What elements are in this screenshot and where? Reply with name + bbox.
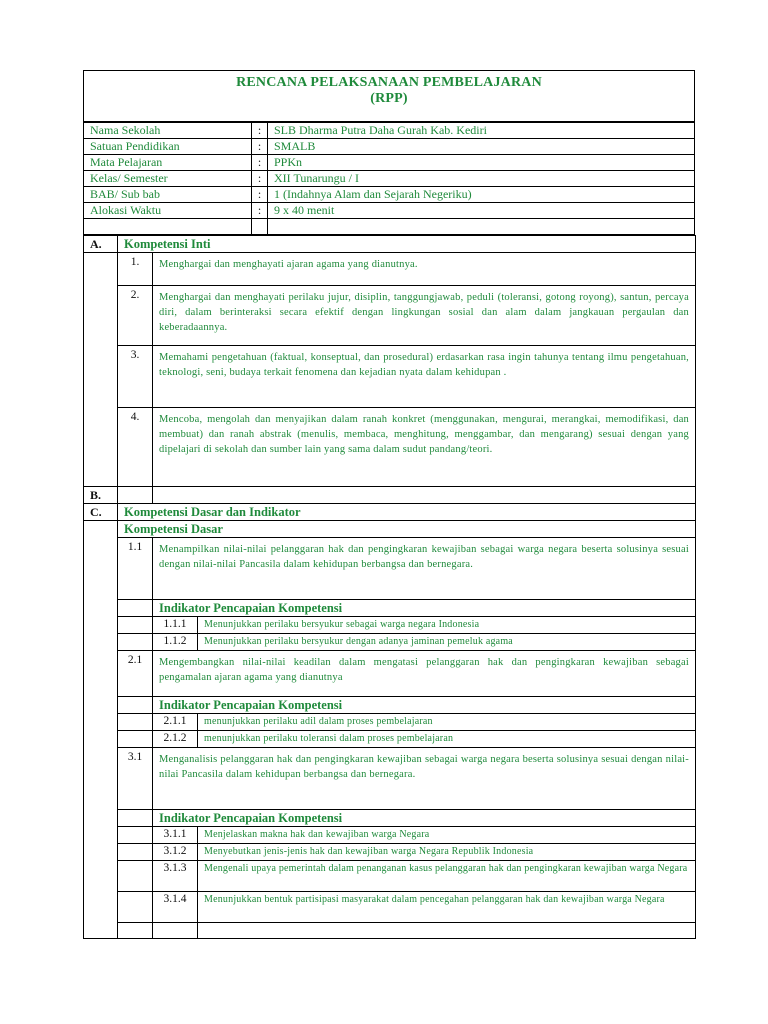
basic-competency-number: 3.1 — [118, 748, 153, 810]
empty-row — [84, 923, 696, 939]
indicator-number: 3.1.2 — [153, 844, 198, 861]
document-title: RENCANA PELAKSANAAN PEMBELAJARAN — [236, 75, 542, 90]
indicator-heading: Indikator Pencapaian Kompetensi — [153, 600, 696, 617]
indicator-heading-row — [84, 810, 696, 827]
indicator-row — [84, 827, 696, 844]
core-competency-text: Menghargai dan menghayati ajaran agama yang dianutnya. — [153, 253, 696, 286]
core-competency-number: 3. — [118, 346, 153, 408]
identity-colon: : — [252, 203, 268, 219]
indicator-row — [84, 617, 696, 634]
document-title-box — [83, 70, 695, 122]
basic-competency-text: Mengembangkan nilai-nilai keadilan dalam mengatasi pelanggaran hak dan pengingkaran kewajiban sebagai pengamalan ajaran agama yang dianutnya — [153, 651, 696, 697]
rpp-document — [83, 70, 695, 939]
indicator-text: Menunjukkan bentuk partisipasi masyarakat dalam pencegahan pelanggaran hak dan kewajiban warga Negara — [198, 892, 696, 923]
basic-competency-row — [84, 651, 696, 697]
core-competency-text: Memahami pengetahuan (faktual, konseptual, dan prosedural) erdasarkan rasa ingin tahunya tentang ilmu pengetahuan, teknologi, seni, budaya terkait fenomena dan kejadian nyata dalam kehidupan . — [153, 346, 696, 408]
basic-competency-row — [84, 538, 696, 600]
identity-value: 9 x 40 menit — [268, 203, 695, 219]
indicator-row — [84, 634, 696, 651]
indicator-heading: Indikator Pencapaian Kompetensi — [153, 697, 696, 714]
identity-value: 1 (Indahnya Alam dan Sejarah Negeriku) — [268, 187, 695, 203]
identity-colon: : — [252, 171, 268, 187]
section-a-letter: A. — [84, 236, 118, 253]
indicator-text: menunjukkan perilaku toleransi dalam proses pembelajaran — [198, 731, 696, 748]
identity-colon: : — [252, 187, 268, 203]
identity-row — [84, 171, 695, 187]
core-competency-row — [84, 408, 696, 487]
identity-value: SLB Dharma Putra Daha Gurah Kab. Kediri — [268, 123, 695, 139]
basic-competency-number: 2.1 — [118, 651, 153, 697]
core-competency-number: 1. — [118, 253, 153, 286]
basic-competency-number: 1.1 — [118, 538, 153, 600]
indicator-row — [84, 861, 696, 892]
indicator-row — [84, 731, 696, 748]
identity-row — [84, 187, 695, 203]
section-a-header-row — [84, 236, 696, 253]
indicator-text: Menyebutkan jenis-jenis hak dan kewajiban warga Negara Republik Indonesia — [198, 844, 696, 861]
identity-colon: : — [252, 139, 268, 155]
identity-label: BAB/ Sub bab — [84, 187, 252, 203]
basic-competency-text: Menampilkan nilai-nilai pelanggaran hak dan pengingkaran kewajiban sebagai warga negara beserta solusinya sesuai dengan nilai-nilai Pancasila dalam kehidupan berbangsa dan bernegara. — [153, 538, 696, 600]
identity-row — [84, 155, 695, 171]
core-competency-row — [84, 286, 696, 346]
section-a-title: Kompetensi Inti — [118, 236, 696, 253]
indicator-text: Menjelaskan makna hak dan kewajiban warga Negara — [198, 827, 696, 844]
indicator-number: 3.1.3 — [153, 861, 198, 892]
identity-value: XII Tunarungu / I — [268, 171, 695, 187]
basic-competency-row — [84, 748, 696, 810]
kd-heading: Kompetensi Dasar — [118, 521, 696, 538]
identity-empty-row — [84, 219, 695, 235]
indicator-row — [84, 844, 696, 861]
indicator-number: 2.1.2 — [153, 731, 198, 748]
section-c-header-row — [84, 504, 696, 521]
identity-value: PPKn — [268, 155, 695, 171]
identity-label: Alokasi Waktu — [84, 203, 252, 219]
identity-row — [84, 139, 695, 155]
section-b-row — [84, 487, 696, 504]
identity-label: Mata Pelajaran — [84, 155, 252, 171]
competency-table — [83, 235, 696, 939]
identity-row — [84, 123, 695, 139]
core-competency-text: Menghargai dan menghayati perilaku jujur, disiplin, tanggungjawab, peduli (toleransi, gotong royong), santun, percaya diri, dalam berinteraksi secara efektif dengan lingkungan sosial dan alam dalam jangkauan pergaulan dan keberadaannya. — [153, 286, 696, 346]
section-b-letter: B. — [84, 487, 118, 504]
indicator-heading-row — [84, 600, 696, 617]
identity-label: Satuan Pendidikan — [84, 139, 252, 155]
document-subtitle: (RPP) — [370, 91, 408, 106]
indicator-number: 3.1.1 — [153, 827, 198, 844]
section-c-title: Kompetensi Dasar dan Indikator — [118, 504, 696, 521]
core-competency-row — [84, 253, 696, 286]
indicator-text: Menunjukkan perilaku bersyukur dengan adanya jaminan pemeluk agama — [198, 634, 696, 651]
identity-value: SMALB — [268, 139, 695, 155]
indicator-heading: Indikator Pencapaian Kompetensi — [153, 810, 696, 827]
identity-row — [84, 203, 695, 219]
indicator-number: 1.1.1 — [153, 617, 198, 634]
kd-heading-row — [84, 521, 696, 538]
identity-table — [83, 122, 695, 235]
basic-competency-text: Menganalisis pelanggaran hak dan pengingkaran kewajiban sebagai warga negara beserta solusinya sesuai dengan nilai-nilai Pancasila dalam kehidupan berbangsa dan bernegara. — [153, 748, 696, 810]
section-c-letter: C. — [84, 504, 118, 521]
identity-colon: : — [252, 123, 268, 139]
indicator-text: Menunjukkan perilaku bersyukur sebagai warga negara Indonesia — [198, 617, 696, 634]
indicator-row — [84, 892, 696, 923]
identity-colon: : — [252, 155, 268, 171]
core-competency-row — [84, 346, 696, 408]
core-competency-number: 2. — [118, 286, 153, 346]
indicator-number: 3.1.4 — [153, 892, 198, 923]
core-competency-text: Mencoba, mengolah dan menyajikan dalam ranah konkret (menggunakan, mengurai, merangkai, memodifikasi, dan membuat) dan ranah abstrak (menulis, membaca, menghitung, menggambar, dan mengarang) sesuai dengan yang dipelajari di sekolah dan sumber lain yang sama dalam sudut pandang/teori. — [153, 408, 696, 487]
indicator-number: 2.1.1 — [153, 714, 198, 731]
indicator-heading-row — [84, 697, 696, 714]
indicator-text: menunjukkan perilaku adil dalam proses pembelajaran — [198, 714, 696, 731]
indicator-number: 1.1.2 — [153, 634, 198, 651]
identity-label: Kelas/ Semester — [84, 171, 252, 187]
core-competency-number: 4. — [118, 408, 153, 487]
identity-label: Nama Sekolah — [84, 123, 252, 139]
indicator-row — [84, 714, 696, 731]
indicator-text: Mengenali upaya pemerintah dalam penanganan kasus pelanggaran hak dan pengingkaran kewajiban warga Negara — [198, 861, 696, 892]
